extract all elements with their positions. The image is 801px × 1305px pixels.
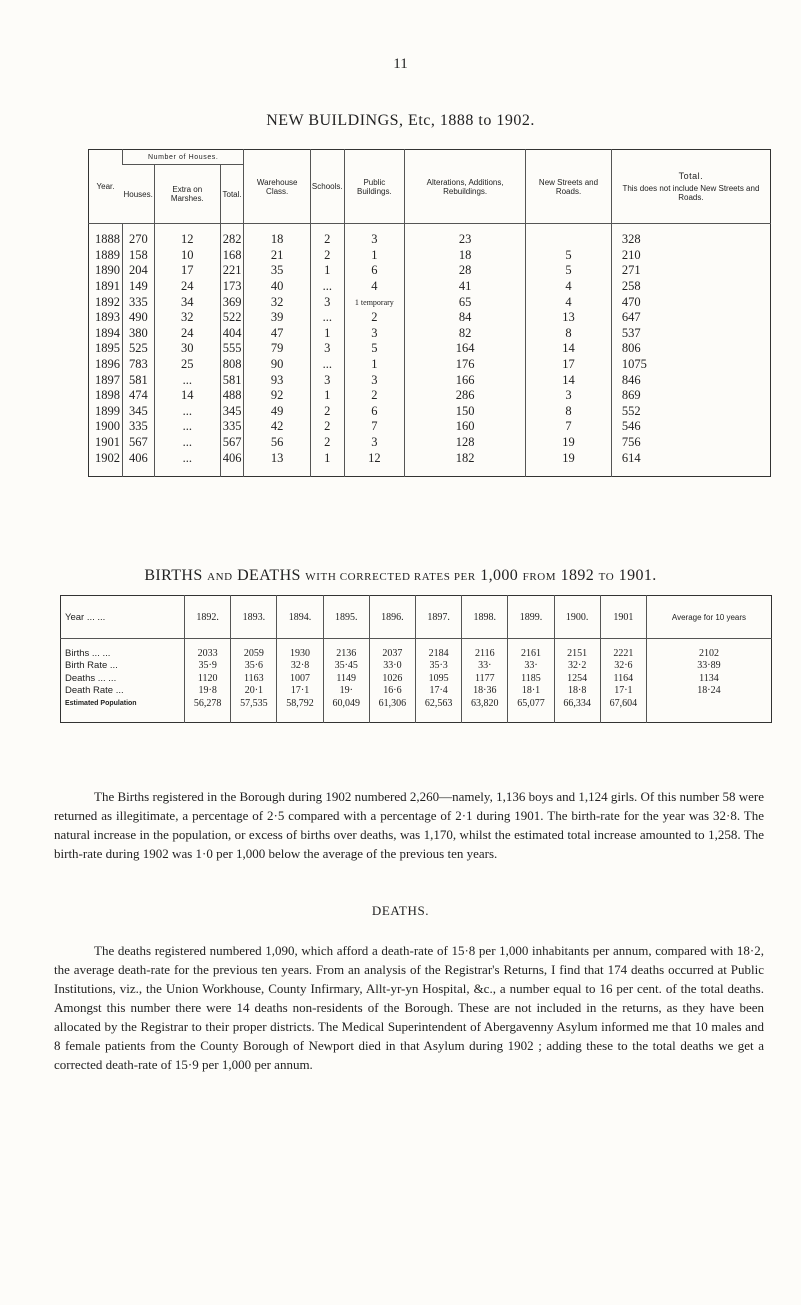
header-year-column: 1894. [277,596,323,639]
header-schools: Schools. [310,150,344,224]
cell-value: 17·1 [277,685,323,698]
cell-schools: 2 [310,419,344,435]
cell-new-streets: 4 [526,279,612,295]
cell-total: 282 [220,224,244,248]
cell-houses: 581 [123,372,155,388]
cell-schools: 2 [310,224,344,248]
header-year-column: 1892. [185,596,231,639]
deaths-paragraph [54,941,764,1074]
births-deaths-table-body [61,639,772,723]
table-row [89,388,771,404]
cell-public-buildings: 3 [344,326,405,342]
cell-total: 555 [220,341,244,357]
table-row [89,224,771,248]
cell-public-buildings: 12 [344,450,405,476]
cell-new-streets [526,224,612,248]
cell-value: 16·6 [369,685,415,698]
cell-new-streets: 8 [526,404,612,420]
cell-public-buildings: 6 [344,263,405,279]
cell-schools: 2 [310,248,344,264]
cell-houses: 525 [123,341,155,357]
cell-value: 32·2 [554,660,600,673]
cell-alterations: 182 [405,450,526,476]
cell-total: 335 [220,419,244,435]
cell-grand-total: 328 [611,224,770,248]
cell-public-buildings: 4 [344,279,405,295]
title-part: DEATHS [232,567,306,584]
cell-grand-total: 756 [611,435,770,451]
cell-extra-on-marshes: ... [154,435,220,451]
cell-houses: 380 [123,326,155,342]
cell-total: 404 [220,326,244,342]
header-extra-on-marshes: Extra on Marshes. [154,165,220,224]
cell-warehouse: 79 [244,341,310,357]
cell-public-buildings: 1 [344,248,405,264]
cell-warehouse: 32 [244,294,310,310]
cell-value: 33· [508,660,554,673]
cell-houses: 783 [123,357,155,373]
row-label: Death Rate ... [65,685,124,697]
cell-schools: ... [310,357,344,373]
cell-value: 1177 [462,672,508,685]
cell-houses: 490 [123,310,155,326]
cell-average: 2102 [646,639,771,660]
cell-year: 1896 [95,357,120,372]
cell-average: 33·89 [646,660,771,673]
cell-value: 56,278 [185,697,231,722]
cell-warehouse: 13 [244,450,310,476]
table-row [89,248,771,264]
cell-schools: 1 [310,326,344,342]
cell-value: 1254 [554,672,600,685]
table-row [89,310,771,326]
cell-houses: 149 [123,279,155,295]
cell-warehouse: 56 [244,435,310,451]
cell-value: 35·9 [185,660,231,673]
header-grand-total-note: This does not include New Streets and Roads. [622,183,760,202]
cell-value: 18·1 [508,685,554,698]
cell-warehouse: 47 [244,326,310,342]
header-year-column: 1899. [508,596,554,639]
cell-value: 2151 [554,639,600,660]
cell-value: 19· [323,685,369,698]
buildings-table-body [89,224,771,477]
cell-extra-on-marshes: 30 [154,341,220,357]
table-row [61,660,772,673]
header-number-of-houses: Number of Houses. [123,150,244,165]
header-new-streets: New Streets and Roads. [526,150,612,224]
header-year-column: 1901 [600,596,646,639]
cell-extra-on-marshes: 17 [154,263,220,279]
header-year-column: 1895. [323,596,369,639]
cell-year: 1893 [95,310,120,325]
cell-houses: 158 [123,248,155,264]
table-row [89,419,771,435]
cell-schools: 3 [310,341,344,357]
cell-value: 2033 [185,639,231,660]
cell-alterations: 65 [405,294,526,310]
cell-value: 17·4 [416,685,462,698]
births-table-title [0,567,801,585]
cell-average [646,697,771,722]
cell-grand-total: 1075 [611,357,770,373]
table-row [89,326,771,342]
cell-houses: 474 [123,388,155,404]
page-number: 11 [393,56,408,72]
cell-year: 1901 [95,435,120,450]
cell-schools: 2 [310,435,344,451]
cell-warehouse: 92 [244,388,310,404]
cell-total: 488 [220,388,244,404]
cell-new-streets: 3 [526,388,612,404]
cell-public-buildings: 1 temporary [344,294,405,310]
cell-public-buildings: 2 [344,310,405,326]
table-row [89,372,771,388]
cell-schools: 2 [310,404,344,420]
cell-extra-on-marshes: 32 [154,310,220,326]
cell-value: 60,049 [323,697,369,722]
cell-grand-total: 537 [611,326,770,342]
table-row [89,450,771,476]
cell-warehouse: 18 [244,224,310,248]
cell-year: 1899 [95,403,120,418]
cell-grand-total: 271 [611,263,770,279]
cell-extra-on-marshes: 10 [154,248,220,264]
header-total: Total. [220,165,244,224]
cell-total: 808 [220,357,244,373]
cell-alterations: 28 [405,263,526,279]
cell-value: 2184 [416,639,462,660]
header-houses: Houses. [123,165,155,224]
cell-total: 369 [220,294,244,310]
cell-alterations: 166 [405,372,526,388]
header-grand-total [611,150,770,224]
title-part: AND [207,571,233,583]
cell-value: 2221 [600,639,646,660]
table-row [61,685,772,698]
cell-value: 61,306 [369,697,415,722]
cell-schools: 1 [310,450,344,476]
row-label: Estimated Population [65,699,137,707]
cell-year: 1889 [95,247,120,262]
cell-grand-total: 647 [611,310,770,326]
header-year: Year. [89,150,123,224]
header-year-column: 1897. [416,596,462,639]
cell-houses: 406 [123,450,155,476]
cell-new-streets: 5 [526,248,612,264]
cell-grand-total: 258 [611,279,770,295]
cell-grand-total: 470 [611,294,770,310]
cell-schools: ... [310,310,344,326]
cell-value: 1163 [231,672,277,685]
table-row [89,263,771,279]
cell-value: 2059 [231,639,277,660]
cell-value: 33· [462,660,508,673]
cell-grand-total: 552 [611,404,770,420]
header-average: Average for 10 years [646,596,771,639]
cell-value: 33·0 [369,660,415,673]
buildings-table [88,149,771,477]
cell-extra-on-marshes: 25 [154,357,220,373]
cell-new-streets: 19 [526,435,612,451]
cell-total: 581 [220,372,244,388]
cell-total: 567 [220,435,244,451]
title-part: 1,000 [475,567,523,584]
cell-public-buildings: 7 [344,419,405,435]
table-row [89,357,771,373]
cell-public-buildings: 2 [344,388,405,404]
cell-year: 1898 [95,388,120,403]
cell-houses: 270 [123,224,155,248]
cell-value: 17·1 [600,685,646,698]
cell-extra-on-marshes: 12 [154,224,220,248]
cell-warehouse: 93 [244,372,310,388]
cell-value: 2037 [369,639,415,660]
cell-public-buildings: 1 [344,357,405,373]
cell-alterations: 23 [405,224,526,248]
row-label: Deaths ... ... [65,672,117,684]
cell-extra-on-marshes: 34 [154,294,220,310]
births-deaths-table [60,595,772,723]
cell-schools: 1 [310,263,344,279]
cell-year: 1891 [95,279,120,294]
cell-public-buildings: 3 [344,435,405,451]
cell-schools: ... [310,279,344,295]
header-year-column: 1896. [369,596,415,639]
table-row [89,294,771,310]
cell-value: 66,334 [554,697,600,722]
cell-total: 522 [220,310,244,326]
cell-year: 1895 [95,341,120,356]
births-paragraph-text: The Births registered in the Borough during 1902 numbered 2,260—namely, 1,136 boys and 1,124 girls. Of this number 58 were returned as illegitimate, a percentage of 2·5 compared with a percentage of 2·1 during 1901. The birth-rate for the year was 32·8. The natural increase in the population, or excess of births over deaths, was 1,170, whilst the estimated total increase amounted to 1,258. The birth-rate during 1902 was 1·0 per 1,000 below the average of the previous ten years. [54,789,764,861]
cell-year: 1900 [95,419,120,434]
cell-houses: 567 [123,435,155,451]
cell-houses: 335 [123,294,155,310]
cell-grand-total: 614 [611,450,770,476]
title-part: 1901. [614,567,657,584]
cell-value: 57,535 [231,697,277,722]
cell-value: 62,563 [416,697,462,722]
cell-value: 32·6 [600,660,646,673]
cell-new-streets: 13 [526,310,612,326]
cell-total: 168 [220,248,244,264]
cell-grand-total: 546 [611,419,770,435]
cell-extra-on-marshes: ... [154,372,220,388]
cell-extra-on-marshes: ... [154,404,220,420]
cell-public-buildings: 5 [344,341,405,357]
cell-value: 20·1 [231,685,277,698]
cell-total: 221 [220,263,244,279]
header-warehouse: Warehouse Class. [244,150,310,224]
table-row [61,697,772,722]
cell-houses: 335 [123,419,155,435]
cell-year: 1890 [95,263,120,278]
deaths-heading: DEATHS. [371,903,430,918]
cell-alterations: 160 [405,419,526,435]
cell-public-buildings: 6 [344,404,405,420]
table-row [89,341,771,357]
cell-warehouse: 90 [244,357,310,373]
cell-value: 1095 [416,672,462,685]
table-row [89,404,771,420]
title-part: TO [598,571,615,583]
cell-alterations: 18 [405,248,526,264]
births-paragraph [54,787,764,863]
title-part: BIRTHS [144,567,208,584]
cell-alterations: 176 [405,357,526,373]
cell-new-streets: 5 [526,263,612,279]
cell-new-streets: 19 [526,450,612,476]
cell-average: 18·24 [646,685,771,698]
cell-value: 1149 [323,672,369,685]
cell-grand-total: 869 [611,388,770,404]
cell-value: 1185 [508,672,554,685]
cell-value: 19·8 [185,685,231,698]
cell-alterations: 128 [405,435,526,451]
cell-extra-on-marshes: 24 [154,279,220,295]
table-row [61,639,772,660]
cell-value: 58,792 [277,697,323,722]
cell-grand-total: 806 [611,341,770,357]
cell-alterations: 150 [405,404,526,420]
cell-year: 1902 [95,450,120,465]
cell-alterations: 84 [405,310,526,326]
cell-new-streets: 4 [526,294,612,310]
cell-alterations: 82 [405,326,526,342]
table-row [61,672,772,685]
cell-value: 18·8 [554,685,600,698]
deaths-paragraph-text: The deaths registered numbered 1,090, which afford a death-rate of 15·8 per 1,000 inhabitants per annum, compared with 18·2, the average death-rate for the previous ten years. From an analysis of the Registrar's Returns, I find that 174 deaths occurred at Public Institutions, viz., the Union Workhouse, County Infirmary, Allt-yr-yn Hospital, &c., a number equal to 16 per cent. of the total deaths. Amongst this number there were 14 deaths non-residents of the Borough. These are not included in the returns, as they have been allocated by the Registrar to their proper districts. The Medical Superintendent of Abergavenny Asylum informed me that 10 males and 8 female patients from the County Borough of Newport died in that Asylum during 1902 ; adding these to the total deaths we get a corrected death-rate of 15·9 per 1,000 per annum. [54,943,764,1072]
title-part: 1892 [556,567,599,584]
cell-warehouse: 49 [244,404,310,420]
cell-extra-on-marshes: 14 [154,388,220,404]
cell-total: 345 [220,404,244,420]
header-year-column: 1900. [554,596,600,639]
cell-extra-on-marshes: ... [154,419,220,435]
cell-total: 173 [220,279,244,295]
row-label: Birth Rate ... [65,660,118,672]
cell-value: 1120 [185,672,231,685]
title-part: WITH CORRECTED RATES PER [305,571,476,583]
header-year-column: 1893. [231,596,277,639]
cell-average: 1134 [646,672,771,685]
cell-year: 1892 [95,294,120,309]
cell-value: 63,820 [462,697,508,722]
cell-warehouse: 40 [244,279,310,295]
cell-value: 35·45 [323,660,369,673]
header-grand-total-title: Total. [678,170,704,181]
title-part: FROM [522,571,557,583]
cell-value: 67,604 [600,697,646,722]
cell-extra-on-marshes: ... [154,450,220,476]
cell-value: 1007 [277,672,323,685]
cell-year: 1888 [95,232,120,247]
cell-new-streets: 14 [526,341,612,357]
cell-houses: 345 [123,404,155,420]
cell-public-buildings: 3 [344,224,405,248]
cell-warehouse: 21 [244,248,310,264]
header-alterations: Alterations, Additions, Rebuildings. [405,150,526,224]
cell-value: 2136 [323,639,369,660]
table-row [89,279,771,295]
cell-value: 2161 [508,639,554,660]
cell-value: 1026 [369,672,415,685]
cell-extra-on-marshes: 24 [154,326,220,342]
cell-schools: 1 [310,388,344,404]
cell-grand-total: 210 [611,248,770,264]
cell-value: 65,077 [508,697,554,722]
cell-value: 2116 [462,639,508,660]
cell-new-streets: 7 [526,419,612,435]
cell-houses: 204 [123,263,155,279]
cell-alterations: 164 [405,341,526,357]
cell-public-buildings: 3 [344,372,405,388]
cell-value: 35·3 [416,660,462,673]
cell-new-streets: 14 [526,372,612,388]
cell-value: 1164 [600,672,646,685]
cell-alterations: 41 [405,279,526,295]
cell-value: 32·8 [277,660,323,673]
cell-schools: 3 [310,372,344,388]
cell-new-streets: 8 [526,326,612,342]
cell-grand-total: 846 [611,372,770,388]
header-public-buildings: Public Buildings. [344,150,405,224]
cell-total: 406 [220,450,244,476]
row-label: Births ... ... [65,647,111,659]
buildings-table-title: NEW BUILDINGS, Etc, 1888 to 1902. [266,112,535,129]
cell-schools: 3 [310,294,344,310]
table-row [89,435,771,451]
cell-alterations: 286 [405,388,526,404]
cell-warehouse: 39 [244,310,310,326]
cell-value: 1930 [277,639,323,660]
cell-year: 1897 [95,372,120,387]
cell-value: 35·6 [231,660,277,673]
cell-new-streets: 17 [526,357,612,373]
cell-warehouse: 35 [244,263,310,279]
header-year-column: 1898. [462,596,508,639]
cell-value: 18·36 [462,685,508,698]
header-year: Year ... ... [61,596,185,639]
cell-warehouse: 42 [244,419,310,435]
cell-year: 1894 [95,325,120,340]
